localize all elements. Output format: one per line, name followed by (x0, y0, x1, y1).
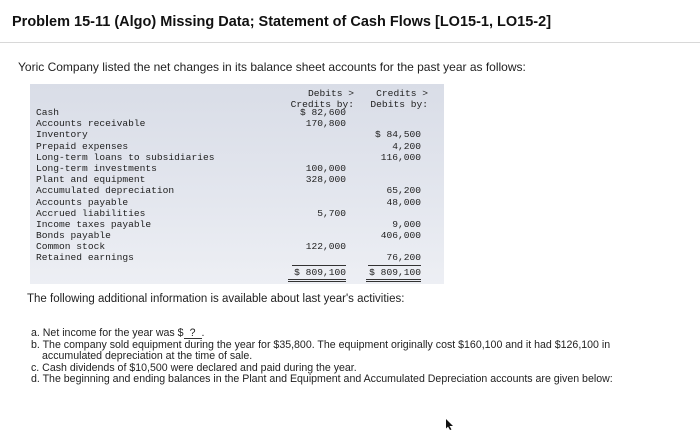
debit-amount (282, 141, 346, 152)
credit-amount: 76,200 (386, 252, 421, 264)
credit-amount (362, 174, 421, 185)
net-income-blank: ? (184, 328, 202, 339)
account-name: Accounts receivable (36, 118, 146, 130)
credit-amount (362, 107, 421, 118)
info-item-b: b. The company sold equipment during the year for $35,800. The equipment originally cost $160,100 and it had $126,100 in accumulated depreciation at the time of sale. (31, 338, 611, 363)
intro-text: Yoric Company listed the net changes in its balance sheet accounts for the past year as follows: (18, 60, 526, 74)
credit-amount (362, 163, 421, 174)
additional-info-heading: The following additional information is available about last year's activities: (27, 293, 405, 305)
account-name: Common stock (36, 241, 106, 253)
additional-info-list (31, 328, 691, 386)
debit-amount: 122,000 (305, 241, 346, 253)
credit-amount: 116,000 (380, 151, 421, 163)
debit-amount: 170,800 (305, 118, 346, 130)
debit-amount (282, 197, 346, 208)
credit-amount (362, 241, 421, 252)
account-name: Income taxes payable (36, 218, 152, 230)
account-name: Bonds payable (36, 230, 111, 242)
credit-amount (362, 208, 421, 219)
debit-amount: 328,000 (305, 174, 346, 186)
account-name: Accrued liabilities (36, 207, 146, 219)
credit-double-rule-2 (366, 281, 421, 282)
credit-column-header: Credits > Debits by: (370, 88, 428, 111)
debit-amount: $ 82,600 (299, 107, 346, 118)
credit-amount: 48,000 (386, 196, 421, 208)
info-item-d: d. The beginning and ending balances in the Plant and Equipment and Accumulated Depreciation accounts are given below: (31, 373, 613, 386)
account-name: Long-term loans to subsidiaries (36, 151, 215, 163)
debit-values (282, 107, 346, 264)
credit-amount (362, 118, 421, 129)
debit-amount: 5,700 (317, 207, 346, 219)
credit-amount: 9,000 (392, 218, 421, 230)
credit-amount: $ 84,500 (374, 129, 421, 141)
problem-title: Problem 15-11 (Algo) Missing Data; Statement of Cash Flows [LO15-1, LO15-2] (12, 14, 552, 30)
account-name: Retained earnings (36, 252, 134, 264)
account-name: Plant and equipment (36, 174, 146, 186)
arrow-cursor-icon (443, 418, 455, 430)
credit-values (362, 107, 421, 264)
title-divider (0, 42, 700, 43)
debit-total: $ 809,100 (294, 267, 346, 278)
debit-column-header: Debits > Credits by: (290, 88, 354, 111)
debit-double-rule-2 (288, 281, 346, 282)
credit-amount: 65,200 (386, 185, 421, 197)
debit-amount (282, 185, 346, 196)
debit-amount (282, 129, 346, 140)
debit-amount (282, 230, 346, 241)
info-item-a: a. Net income for the year was $ ? . (31, 327, 205, 339)
credit-double-rule-1 (366, 279, 421, 280)
credit-amount: 406,000 (380, 230, 421, 242)
debit-total-rule (292, 265, 346, 266)
credit-amount: 4,200 (392, 140, 421, 152)
account-name: Accumulated depreciation (36, 185, 175, 197)
account-name: Inventory (36, 129, 88, 141)
account-name: Cash (36, 107, 60, 118)
debit-double-rule-1 (288, 279, 346, 280)
debit-amount (282, 252, 346, 263)
info-item-c: c. Cash dividends of $10,500 were declared and paid during the year. (31, 361, 357, 374)
account-name: Accounts payable (36, 196, 129, 208)
debit-amount: 100,000 (305, 162, 346, 174)
account-labels (36, 107, 214, 264)
debit-amount (282, 152, 346, 163)
credit-total-rule (368, 265, 421, 266)
credit-total: $ 809,100 (369, 267, 421, 278)
account-name: Prepaid expenses (36, 140, 129, 152)
account-name: Long-term investments (36, 162, 157, 174)
debit-amount (282, 219, 346, 230)
